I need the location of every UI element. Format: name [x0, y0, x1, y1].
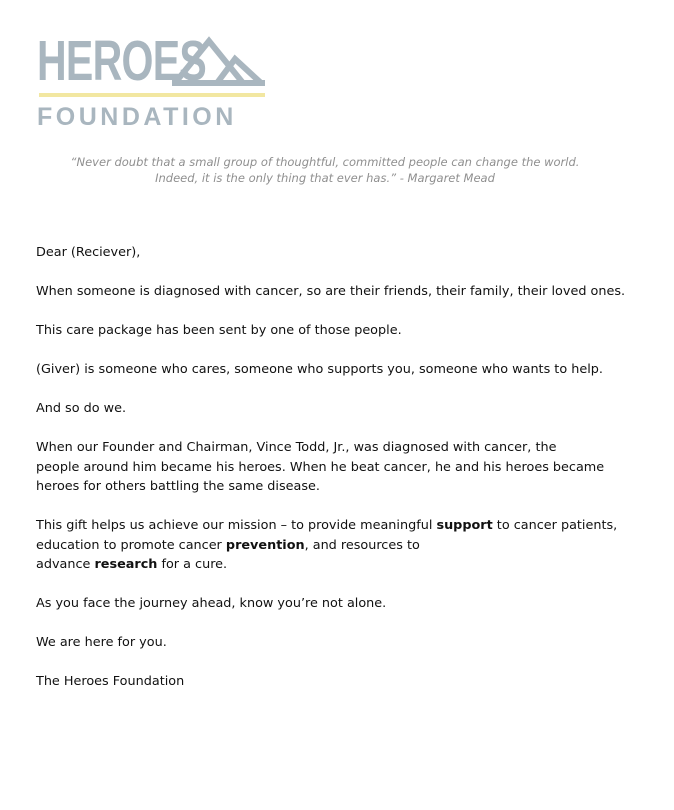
- founder-line-3: heroes for others battling the same disease.: [36, 479, 320, 494]
- mission-prevention: prevention: [225, 537, 305, 553]
- mission-research: research: [94, 557, 158, 572]
- paragraph-mission: [36, 516, 636, 575]
- quote: [40, 155, 610, 186]
- mission-text-f: advance: [36, 557, 95, 572]
- mission-support: support: [436, 518, 493, 533]
- quote-line-1: “Never doubt that a small group of thoughtful, committed people can change the world.: [70, 155, 580, 169]
- founder-line-2: people around him became his heroes. When he beat cancer, he and his heroes became: [36, 459, 605, 475]
- paragraph-here-for-you: We are here for you.: [36, 635, 167, 650]
- paragraph-so-do-we: And so do we.: [36, 401, 127, 416]
- paragraph-founder: [36, 438, 636, 497]
- mission-text-a: This gift helps us achieve our mission – to provide meaningful: [36, 518, 437, 533]
- logo-foundation-text: FOUNDATION: [37, 103, 237, 131]
- paragraph-diagnosed: When someone is diagnosed with cancer, so are their friends, their family, their loved ones.: [36, 284, 626, 299]
- salutation: Dear (Reciever),: [36, 245, 141, 260]
- heroes-foundation-logo: [37, 29, 267, 133]
- mission-text-e: , and resources to: [304, 537, 420, 553]
- paragraph-not-alone: As you face the journey ahead, know you’re not alone.: [36, 596, 387, 611]
- paragraph-giver: (Giver) is someone who cares, someone who supports you, someone who wants to help.: [36, 362, 603, 377]
- mountains-icon: [171, 35, 267, 87]
- paragraph-care-package: This care package has been sent by one of those people.: [36, 323, 402, 338]
- logo-accent-bar: [39, 93, 265, 97]
- logo-heroes-text: HEROES: [37, 29, 207, 93]
- signature: The Heroes Foundation: [36, 674, 185, 689]
- founder-line-1: When our Founder and Chairman, Vince Todd, Jr., was diagnosed with cancer, the: [36, 440, 557, 455]
- quote-line-2: Indeed, it is the only thing that ever has.” - Margaret Mead: [155, 170, 495, 185]
- letter-body: [36, 243, 636, 711]
- mission-text-c: to cancer patients, education to promote cancer: [36, 518, 618, 553]
- mission-text-h: for a cure.: [157, 557, 228, 572]
